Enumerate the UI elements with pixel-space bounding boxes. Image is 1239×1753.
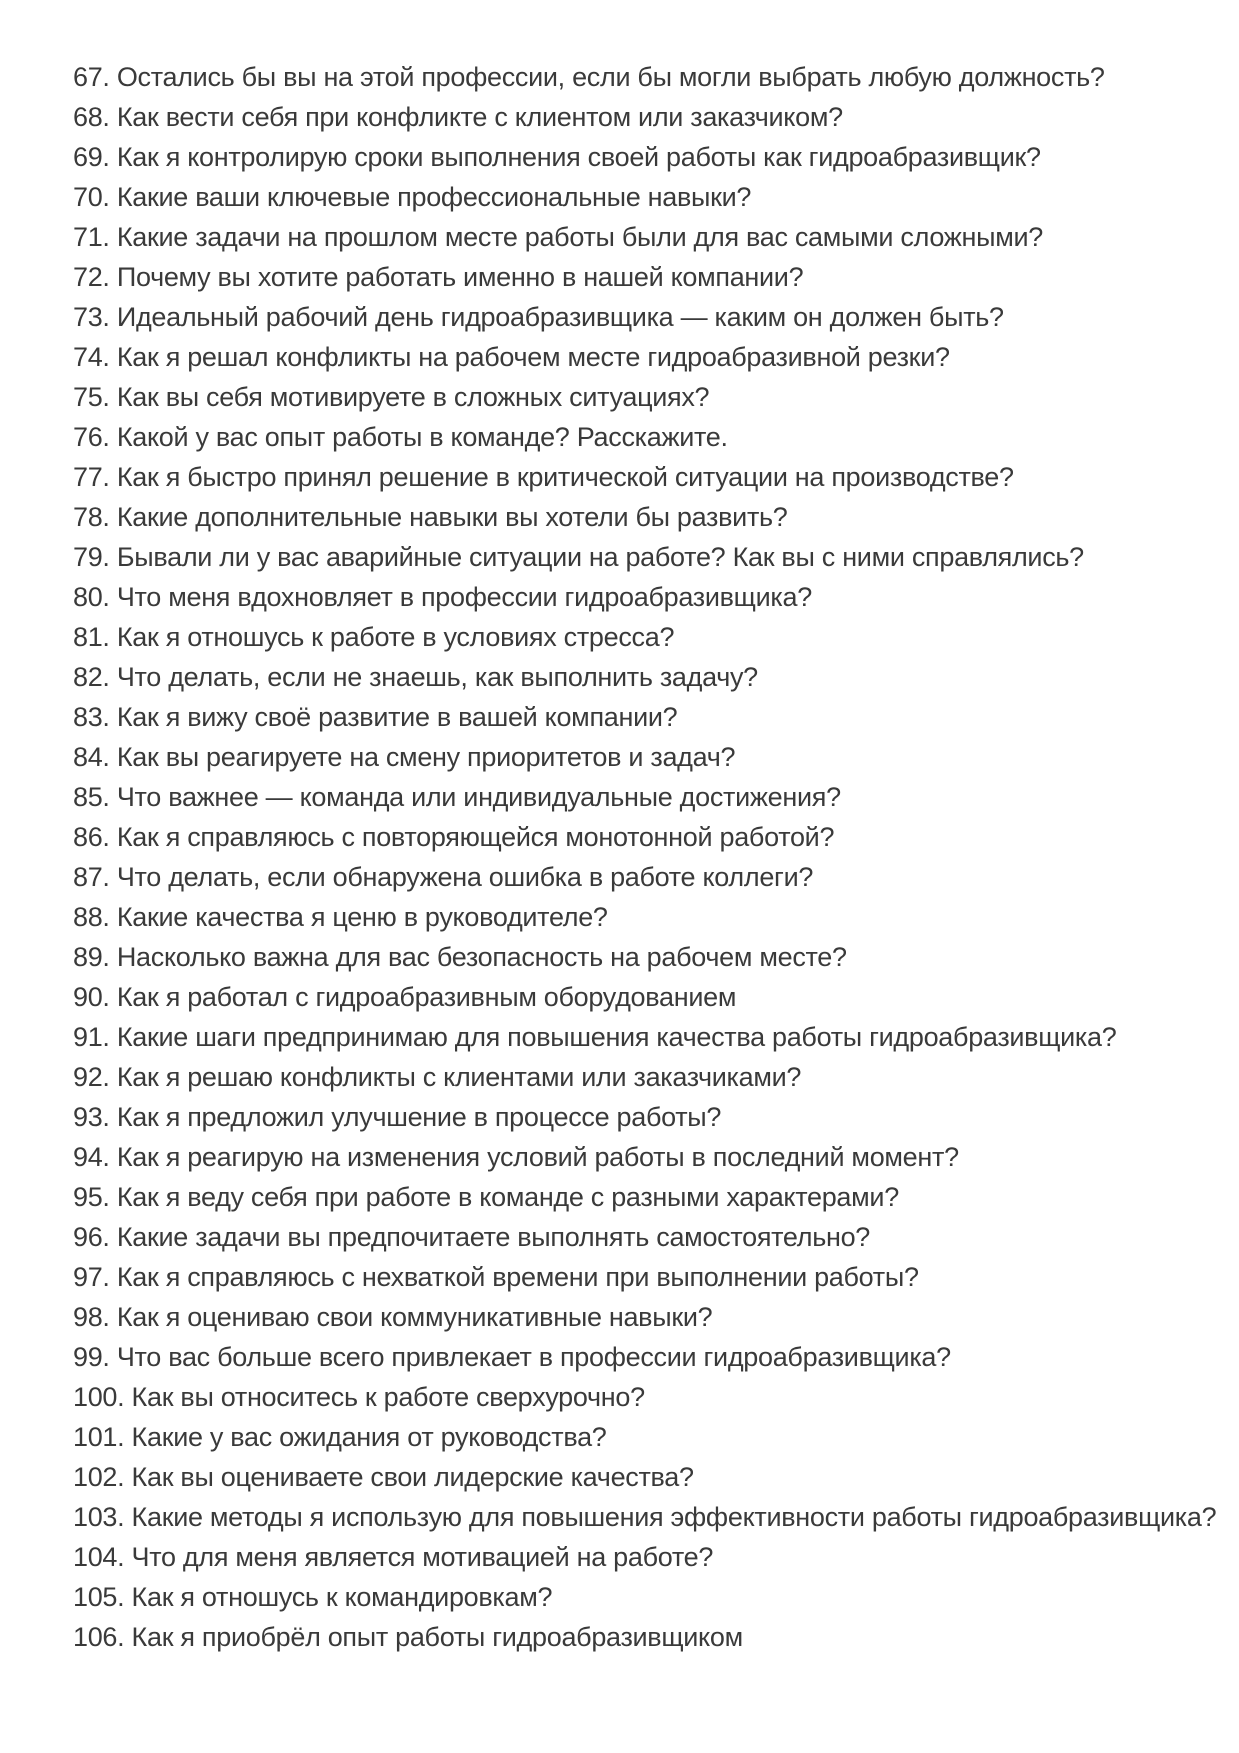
question-item: 90. Как я работал с гидроабразивным оборудованием [73,982,737,1012]
question-item: 98. Как я оцениваю свои коммуникативные навыки? [73,1302,713,1332]
question-item: 94. Как я реагирую на изменения условий работы в последний момент? [73,1142,959,1172]
question-item: 73. Идеальный рабочий день гидроабразивщика — каким он должен быть? [73,302,1004,332]
question-item: 69. Как я контролирую сроки выполнения своей работы как гидроабразивщик? [73,142,1041,172]
question-item: 68. Как вести себя при конфликте с клиентом или заказчиком? [73,102,843,132]
question-item: 88. Какие качества я ценю в руководителе? [73,902,608,932]
question-item: 85. Что важнее — команда или индивидуальные достижения? [73,782,841,812]
question-item: 81. Как я отношусь к работе в условиях стресса? [73,622,675,652]
question-item: 97. Как я справляюсь с нехваткой времени при выполнении работы? [73,1262,919,1292]
question-item: 93. Как я предложил улучшение в процессе работы? [73,1102,722,1132]
question-list [73,57,1217,1657]
question-item: 79. Бывали ли у вас аварийные ситуации на работе? Как вы с ними справлялись? [73,542,1084,572]
question-item: 87. Что делать, если обнаружена ошибка в работе коллеги? [73,862,814,892]
question-item: 70. Какие ваши ключевые профессиональные навыки? [73,182,752,212]
question-item: 96. Какие задачи вы предпочитаете выполнять самостоятельно? [73,1222,871,1252]
question-item: 78. Какие дополнительные навыки вы хотели бы развить? [73,502,788,532]
question-item: 75. Как вы себя мотивируете в сложных ситуациях? [73,382,710,412]
question-item: 77. Как я быстро принял решение в критической ситуации на производстве? [73,462,1014,492]
question-item: 74. Как я решал конфликты на рабочем месте гидроабразивной резки? [73,342,950,372]
question-item: 67. Остались бы вы на этой профессии, если бы могли выбрать любую должность? [73,62,1105,92]
question-item: 95. Как я веду себя при работе в команде с разными характерами? [73,1182,899,1212]
question-item: 91. Какие шаги предпринимаю для повышения качества работы гидроабразивщика? [73,1022,1117,1052]
question-item: 103. Какие методы я использую для повышения эффективности работы гидроабразивщика? [73,1502,1217,1532]
question-item: 89. Насколько важна для вас безопасность на рабочем месте? [73,942,847,972]
question-item: 76. Какой у вас опыт работы в команде? Расскажите. [73,422,728,452]
question-item: 82. Что делать, если не знаешь, как выполнить задачу? [73,662,758,692]
question-item: 83. Как я вижу своё развитие в вашей компании? [73,702,678,732]
question-item: 102. Как вы оцениваете свои лидерские качества? [73,1462,694,1492]
question-item: 99. Что вас больше всего привлекает в профессии гидроабразивщика? [73,1342,951,1372]
question-item: 84. Как вы реагируете на смену приоритетов и задач? [73,742,736,772]
question-item: 92. Как я решаю конфликты с клиентами или заказчиками? [73,1062,802,1092]
question-item: 100. Как вы относитесь к работе сверхурочно? [73,1382,645,1412]
question-item: 104. Что для меня является мотивацией на работе? [73,1542,714,1572]
question-item: 86. Как я справляюсь с повторяющейся монотонной работой? [73,822,835,852]
question-item: 101. Какие у вас ожидания от руководства? [73,1422,607,1452]
question-item: 71. Какие задачи на прошлом месте работы были для вас самыми сложными? [73,222,1043,252]
question-item: 80. Что меня вдохновляет в профессии гидроабразивщика? [73,582,812,612]
question-item: 106. Как я приобрёл опыт работы гидроабразивщиком [73,1622,743,1652]
question-item: 105. Как я отношусь к командировкам? [73,1582,553,1612]
question-item: 72. Почему вы хотите работать именно в нашей компании? [73,262,804,292]
